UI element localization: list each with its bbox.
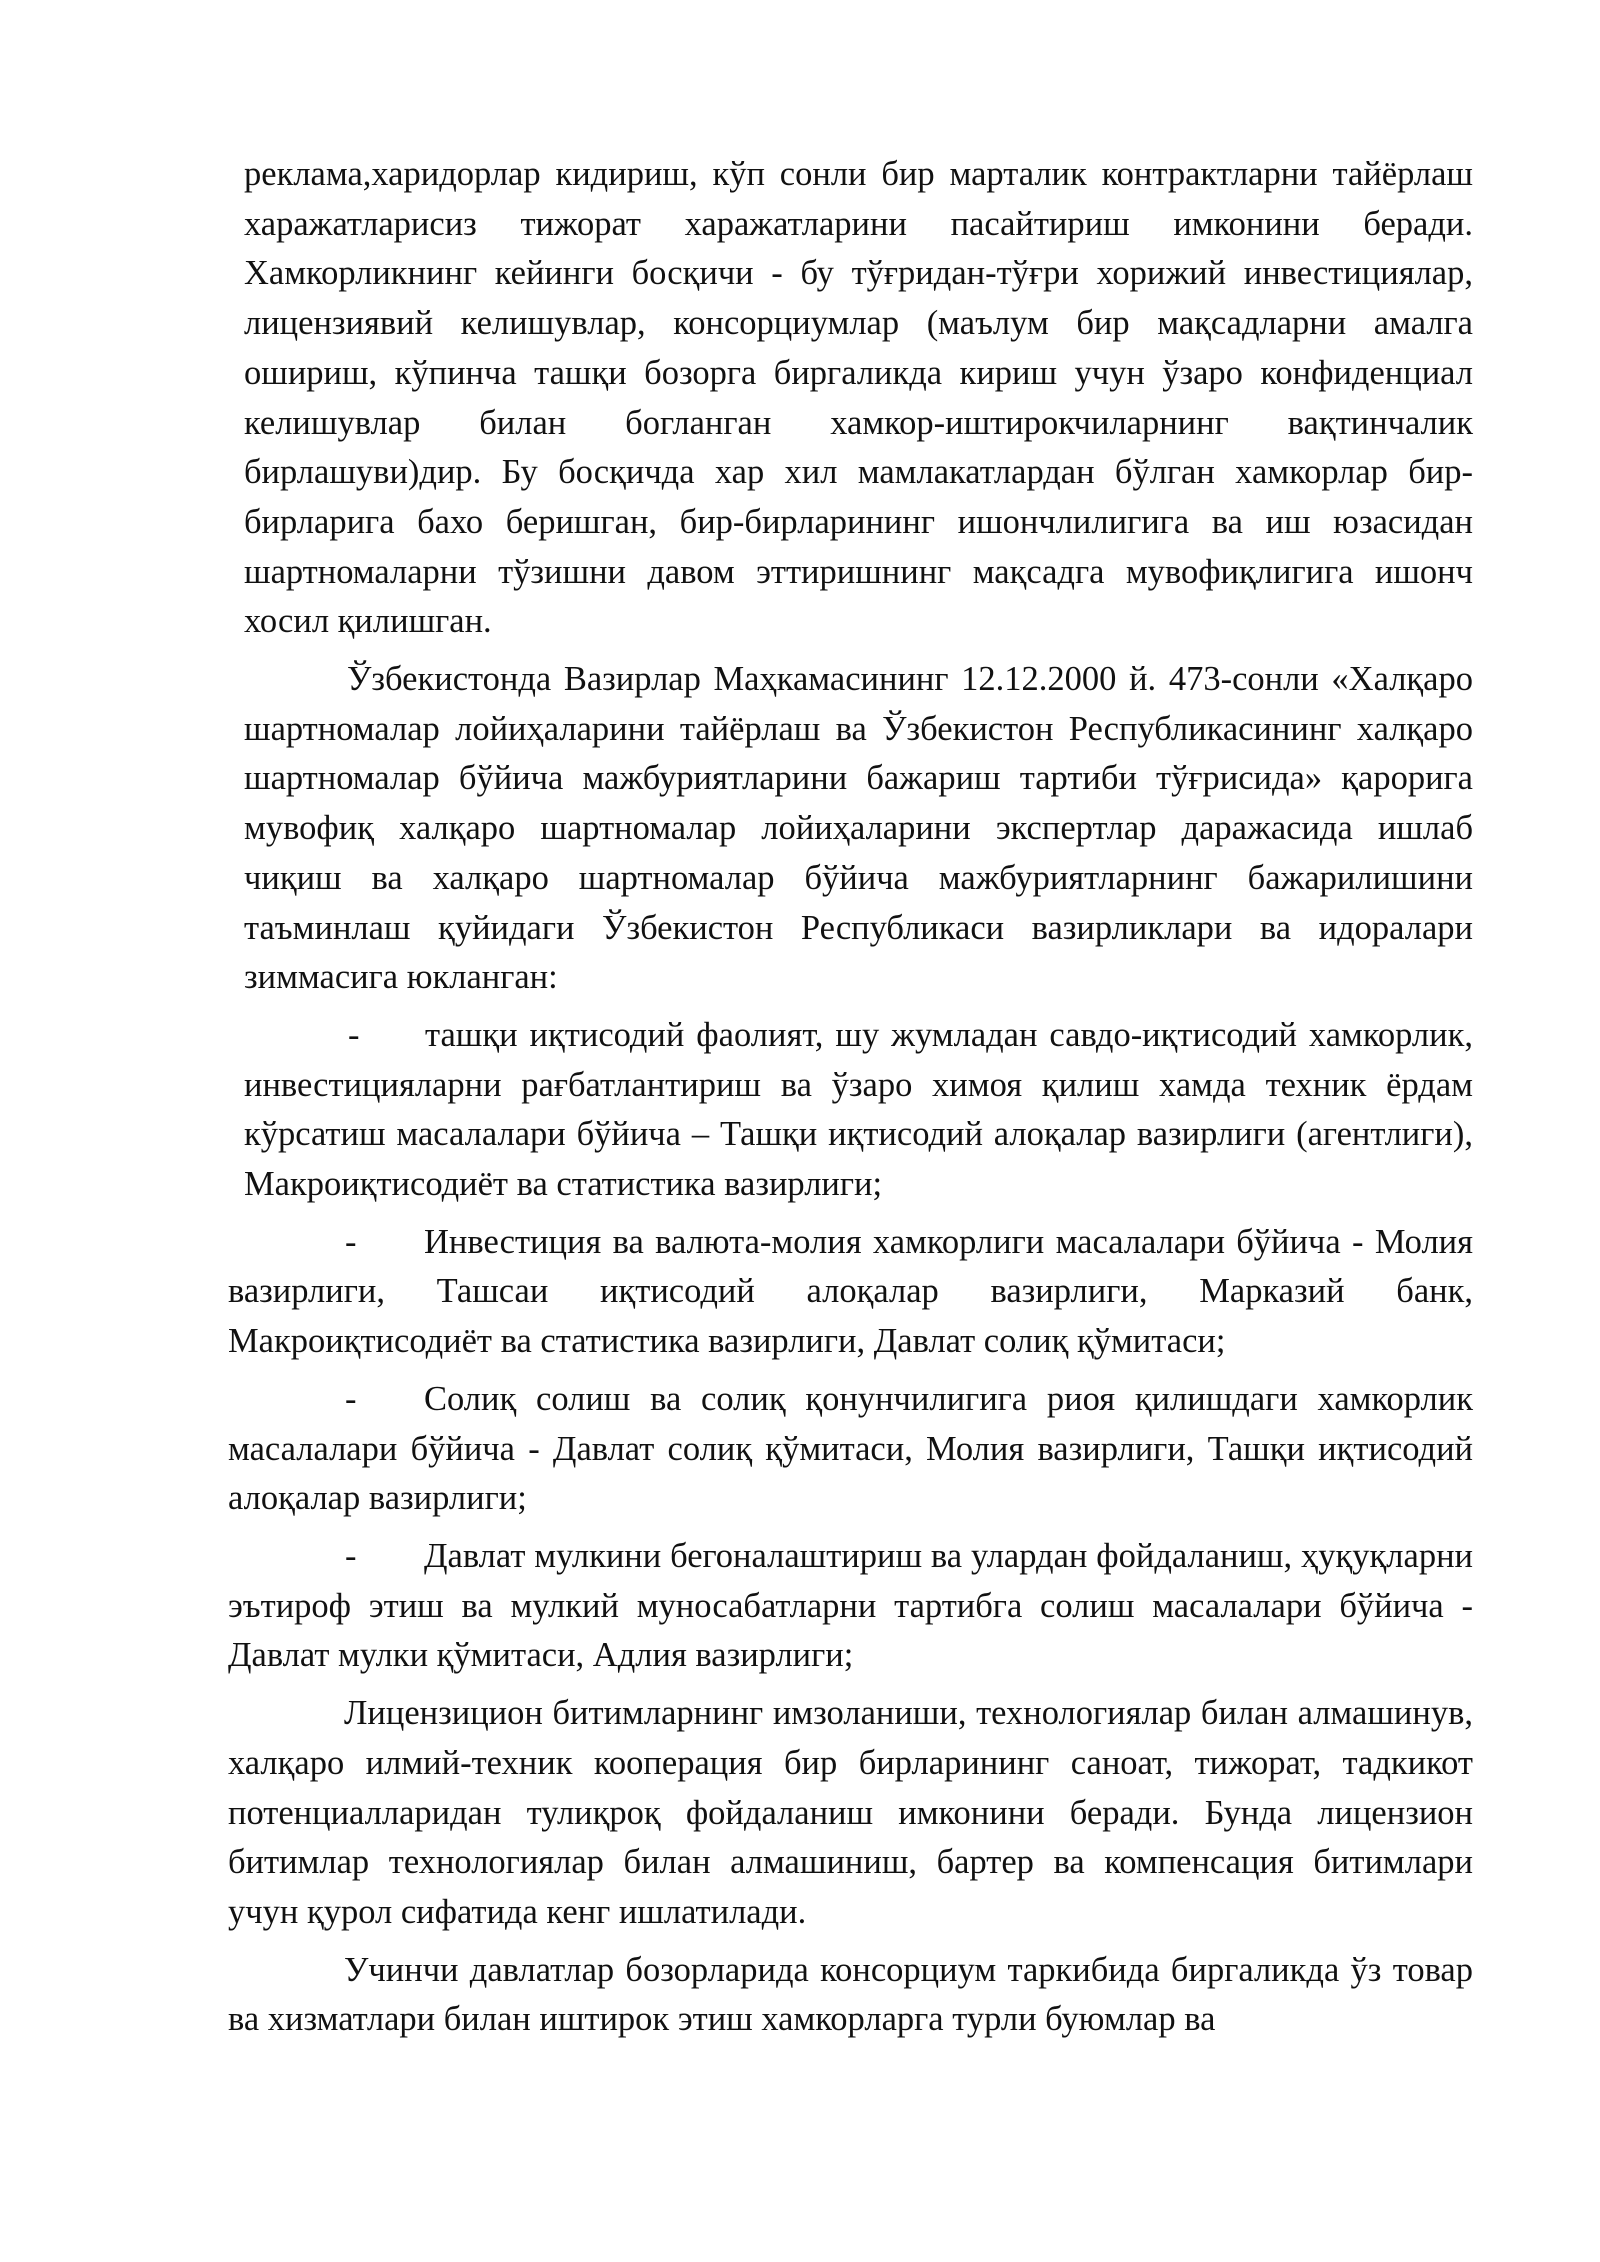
document-body xyxy=(228,150,1473,2045)
list-item-investment-currency xyxy=(228,1218,1473,1367)
list-item-text: ташқи иқтисодий фаолият, шу жумладан савдо-иқтисодий хамкорлик, инвестицияларни рағбатлантириш ва ўзаро химоя қилиш хамда техник ёрдам кўрсатиш масалалари бўйича – Ташқи иқтисодий алоқалар вазирлиги (агентлиги), Макроиқтисодиёт ва статистика вазирлиги; xyxy=(244,1015,1473,1204)
list-marker: - xyxy=(345,1379,357,1418)
list-item-text: Давлат мулкини бегоналаштириш ва улардан фойдаланиш, ҳуқуқларни эътироф этиш ва мулкий муносабатларни тартибга солиш масалалари бўйича - Давлат мулки қўмитаси, Адлия вазирлиги; xyxy=(228,1536,1473,1675)
paragraph-consortium-markets: Учинчи давлатлар бозорларида консорциум таркибида биргаликда ўз товар ва хизматлари билан иштирок этиш хамкорларга турли буюмлар ва xyxy=(228,1950,1473,2039)
list-marker: - xyxy=(345,1222,357,1261)
list-marker: - xyxy=(345,1536,357,1575)
paragraph-partnership-stages: реклама,харидорлар кидириш, кўп сонли бир марталик контрактларни тайёрлаш харажатларисиз тижорат харажатларини пасайтириш имконини беради. Хамкорликнинг кейинги босқичи - бу тўғридан-тўғри хорижий инвестициялар, лицензиявий келишувлар, консорциумлар (маълум бир мақсадларни амалга ошириш, кўпинча ташқи бозорга биргаликда кириш учун ўзаро конфиденциал келишувлар билан богланган хамкор-иштирокчиларнинг вақтинчалик бирлашуви)дир. Бу босқичда хар хил мамлакатлардан бўлган хамкорлар бир-бирларига бахо беришган, бир-бирларининг ишончлилигига ва иш юзасидан шартномаларни тўзишни давом эттиришнинг мақсадга мувофиқлигига ишонч хосил қилишган. xyxy=(244,155,1473,641)
list-marker: - xyxy=(348,1015,360,1054)
list-item-foreign-economic xyxy=(244,1011,1473,1210)
list-item-state-property xyxy=(228,1532,1473,1681)
list-item-text: Солиқ солиш ва солиқ қонунчилигига риоя қилишдаги хамкорлик масалалари бўйича - Давлат солиқ қўмитаси, Молия вазирлиги, Ташқи иқтисодий алоқалар вазирлиги; xyxy=(228,1379,1473,1518)
paragraph-resolution-473: Ўзбекистонда Вазирлар Маҳкамасининг 12.12.2000 й. 473-сонли «Халқаро шартномалар лойиҳаларини тайёрлаш ва Ўзбекистон Республикасининг халқаро шартномалар бўйича мажбуриятларини бажариш тартиби тўғрисида» қарорига мувофиқ халқаро шартномалар лойиҳаларини экспертлар даражасида ишлаб чиқиш ва халқаро шартномалар бўйича мажбуриятларнинг бажарилишини таъминлаш қуйидаги Ўзбекистон Республикаси вазирликлари ва идоралари зиммасига юкланган: xyxy=(244,660,1473,997)
list-item-text: Инвестиция ва валюта-молия хамкорлиги масалалари бўйича - Молия вазирлиги, Ташсаи иқтисодий алоқалар вазирлиги, Марказий банк, Макроиқтисодиёт ва статистика вазирлиги, Давлат солиқ қўмитаси; xyxy=(228,1222,1473,1361)
list-item-taxation xyxy=(228,1375,1473,1524)
paragraph-license-agreements: Лицензицион битимларнинг имзоланиши, технологиялар билан алмашинув, халқаро илмий-техник кооперация бир бирларининг саноат, тижорат, тадкикот потенциалларидан тулиқроқ фойдаланиш имконини беради. Бунда лицензион битимлар технологиялар билан алмашиниш, бартер ва компенсация битимлари учун қурол сифатида кенг ишлатилади. xyxy=(228,1694,1473,1931)
